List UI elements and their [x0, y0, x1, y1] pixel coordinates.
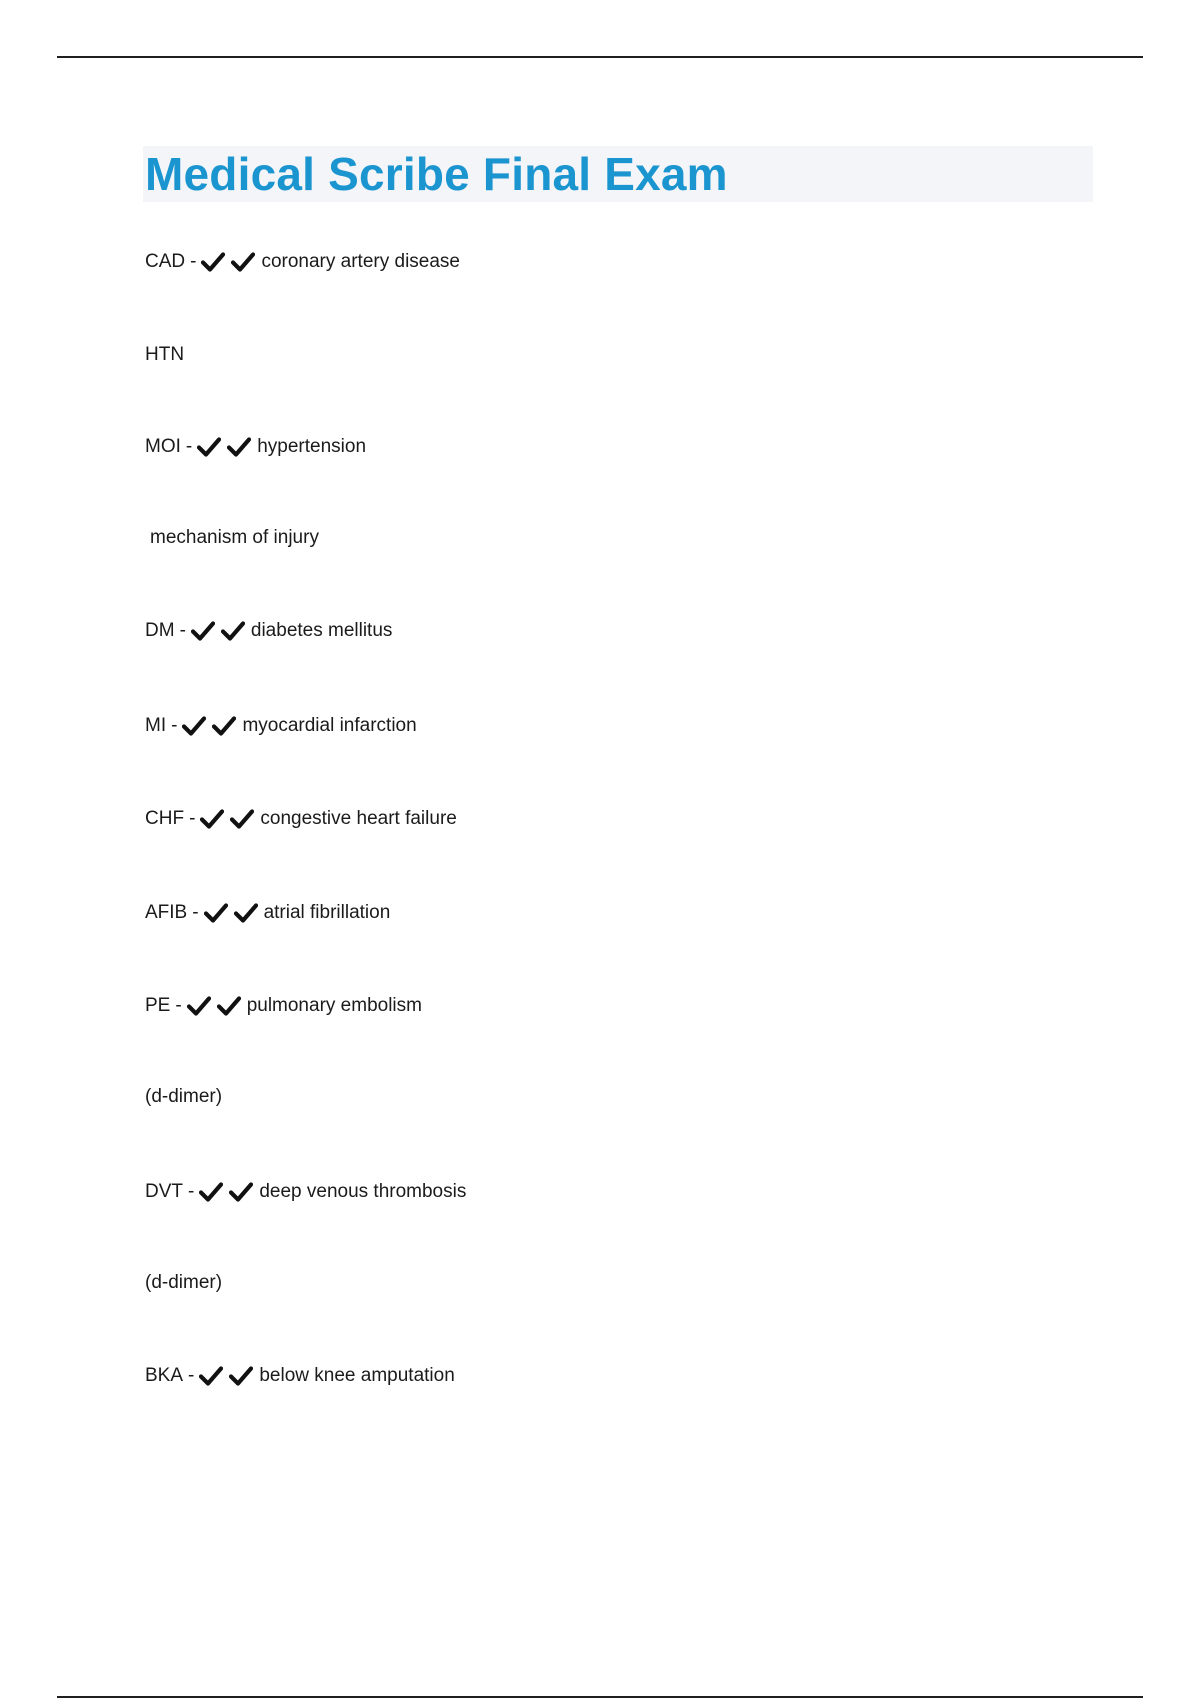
definition: pulmonary embolism [246, 995, 422, 1016]
separator: - [171, 715, 178, 736]
note-text: (d-dimer) [145, 1086, 223, 1107]
separator: - [179, 620, 186, 641]
term: BKA [145, 1365, 184, 1386]
check-mark-icon [199, 1365, 223, 1387]
term: AFIB [145, 902, 188, 923]
list-item [145, 523, 319, 553]
list-item [145, 1268, 222, 1298]
check-mark-icon [191, 620, 215, 642]
separator: - [188, 1181, 195, 1202]
list-item [145, 804, 457, 834]
list-item [145, 340, 184, 370]
definition: myocardial infarction [242, 715, 417, 736]
definition: atrial fibrillation [263, 902, 391, 923]
check-marks [191, 620, 248, 642]
check-marks [199, 1181, 256, 1203]
term: MI [145, 715, 167, 736]
check-marks [182, 715, 239, 737]
check-mark-icon [197, 436, 221, 458]
list-item [145, 991, 422, 1021]
check-mark-icon [227, 436, 251, 458]
check-marks [204, 902, 261, 924]
note-text: (d-dimer) [145, 1272, 223, 1293]
term: MOI [145, 436, 181, 457]
definition: coronary artery disease [261, 251, 460, 272]
check-mark-icon [234, 902, 258, 924]
term: DVT [145, 1181, 183, 1202]
definition: deep venous thrombosis [259, 1181, 467, 1202]
check-mark-icon [199, 1181, 223, 1203]
list-item [145, 898, 390, 928]
check-marks [187, 995, 244, 1017]
check-mark-icon [204, 902, 228, 924]
term: DM [145, 620, 175, 641]
definition: hypertension [257, 436, 367, 457]
list-item [145, 616, 392, 646]
term: HTN [145, 344, 185, 365]
list-item [145, 247, 460, 277]
separator: - [188, 1365, 195, 1386]
separator: - [190, 251, 197, 272]
check-mark-icon [200, 808, 224, 830]
check-marks [201, 251, 258, 273]
list-item [145, 1361, 455, 1391]
check-mark-icon [217, 995, 241, 1017]
separator: - [189, 808, 196, 829]
definition: diabetes mellitus [250, 620, 393, 641]
check-mark-icon [229, 1365, 253, 1387]
term: CHF [145, 808, 185, 829]
separator: - [192, 902, 199, 923]
definition: congestive heart failure [260, 808, 457, 829]
check-mark-icon [229, 1181, 253, 1203]
list-item [145, 1177, 466, 1207]
definition: below knee amputation [259, 1365, 455, 1386]
check-marks [199, 1365, 256, 1387]
check-marks [200, 808, 257, 830]
check-mark-icon [231, 251, 255, 273]
list-item [145, 711, 417, 741]
note-text: mechanism of injury [150, 527, 319, 548]
check-marks [197, 436, 254, 458]
footer-rule [57, 1696, 1143, 1698]
separator: - [175, 995, 182, 1016]
list-item [145, 1082, 222, 1112]
check-mark-icon [187, 995, 211, 1017]
term: CAD [145, 251, 186, 272]
separator: - [185, 436, 193, 457]
document-title: Medical Scribe Final Exam [145, 148, 728, 200]
check-mark-icon [182, 715, 206, 737]
check-mark-icon [212, 715, 236, 737]
list-item [145, 432, 366, 462]
flashcard-list [145, 0, 1045, 1700]
term: PE [145, 995, 171, 1016]
check-mark-icon [221, 620, 245, 642]
check-mark-icon [230, 808, 254, 830]
check-mark-icon [201, 251, 225, 273]
